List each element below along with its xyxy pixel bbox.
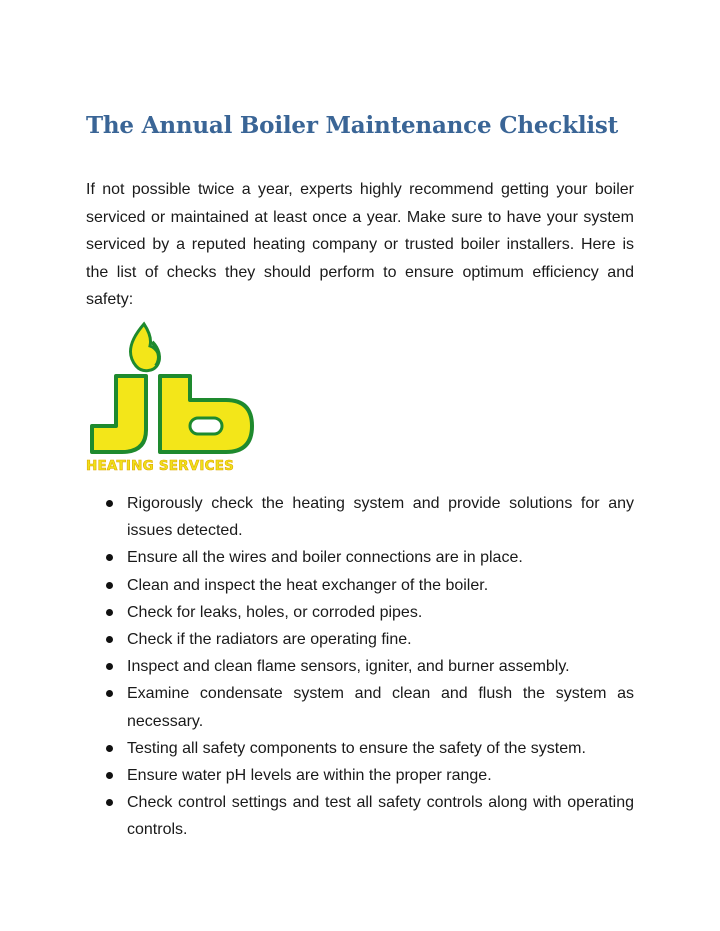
bullet-icon: [106, 772, 113, 779]
intro-paragraph: If not possible twice a year, experts highly recommend getting your boiler serviced or maintained at least once a year. Make sure to have your system serviced by a reputed heating company or trusted boiler installers. Here is the list of checks they should perform to ensure optimum efficiency and safety:: [86, 181, 634, 308]
list-item: Ensure all the wires and boiler connections are in place.: [104, 544, 634, 571]
list-item: Examine condensate system and clean and flush the system as necessary.: [104, 680, 634, 734]
bullet-icon: [106, 799, 113, 806]
bullet-icon: [106, 636, 113, 643]
letter-j: [92, 376, 146, 452]
list-item: Check control settings and test all safety controls along with operating controls.: [104, 789, 634, 843]
logo-graphic: [86, 318, 258, 458]
flame-icon: [130, 324, 159, 371]
bullet-icon: [106, 609, 113, 616]
list-item: Rigorously check the heating system and provide solutions for any issues detected.: [104, 490, 634, 544]
list-item: Check if the radiators are operating fine.: [104, 626, 634, 653]
list-item: Inspect and clean flame sensors, igniter, and burner assembly.: [104, 653, 634, 680]
bullet-icon: [106, 690, 113, 697]
list-item: Testing all safety components to ensure the safety of the system.: [104, 735, 634, 762]
list-item: Check for leaks, holes, or corroded pipes.: [104, 599, 634, 626]
bullet-icon: [106, 663, 113, 670]
bullet-icon: [106, 500, 113, 507]
logo-caption: HEATING SERVICES: [86, 458, 235, 474]
letter-b: [160, 376, 252, 452]
page-title: The Annual Boiler Maintenance Checklist: [86, 112, 619, 139]
bullet-icon: [106, 554, 113, 561]
bullet-icon: [106, 745, 113, 752]
bullet-icon: [106, 582, 113, 589]
list-item: Clean and inspect the heat exchanger of the boiler.: [104, 572, 634, 599]
list-item: Ensure water pH levels are within the proper range.: [104, 762, 634, 789]
maintenance-checklist: [104, 490, 634, 844]
jb-heating-logo: [86, 318, 258, 480]
